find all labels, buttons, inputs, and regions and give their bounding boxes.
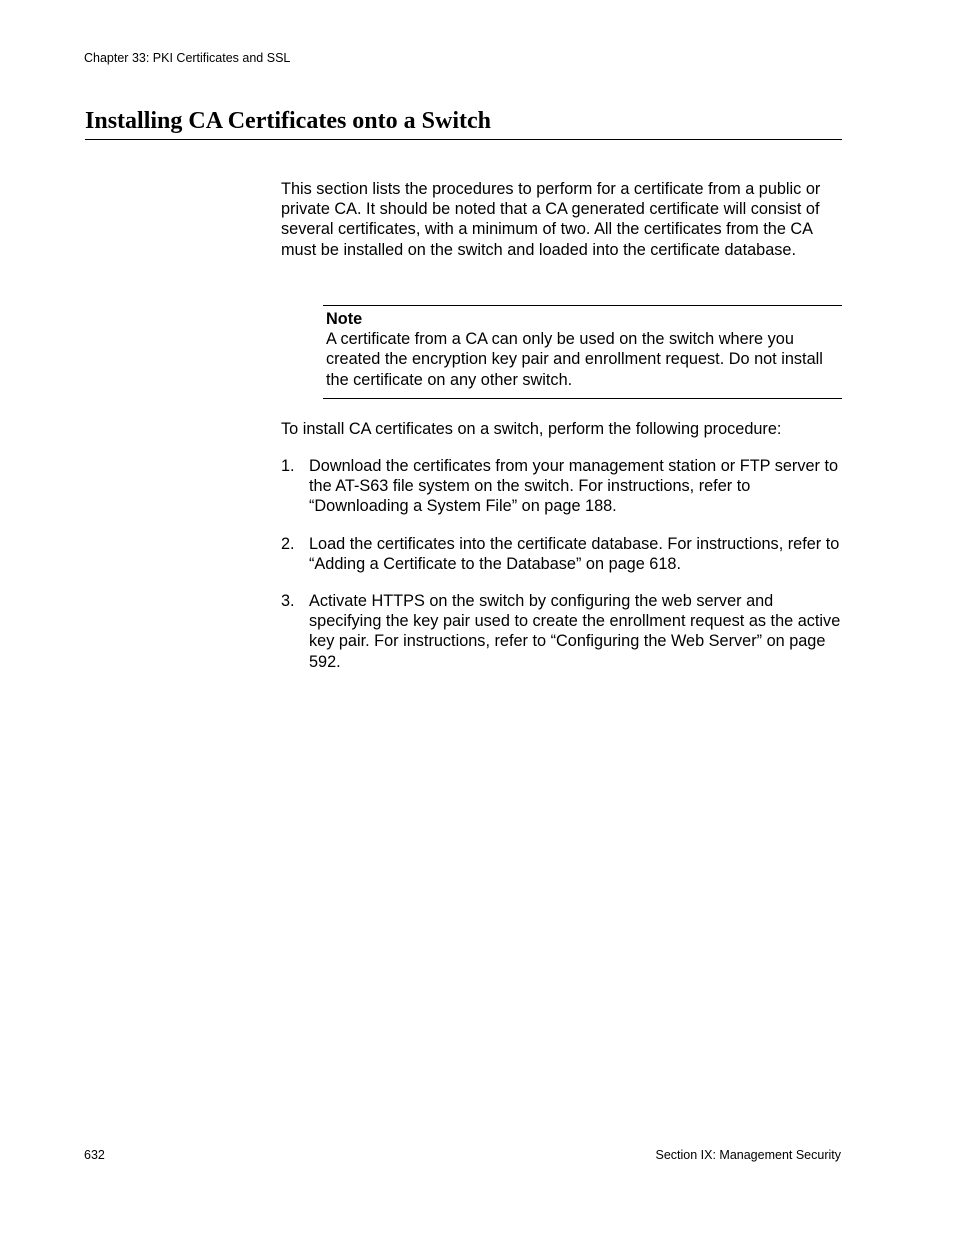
procedure-step — [281, 534, 843, 574]
procedure-step — [281, 456, 843, 517]
step-number: 1. — [281, 457, 295, 475]
intro-paragraph: This section lists the procedures to perform for a certificate from a public or private CA. It should be noted that a CA generated certificate will consist of several certificates, with a minimum of two. All the certificates from the CA must be installed on the switch and loaded into the certificate database. — [281, 180, 821, 259]
step-text: Activate HTTPS on the switch by configuring the web server and specifying the key pair used to create the enrollment request as the active key pair. For instructions, refer to “Configuring the Web Server” on page 592. — [309, 592, 841, 671]
footer-section-label: Section IX: Management Security — [655, 1148, 841, 1162]
step-number: 2. — [281, 534, 295, 553]
step-number: 3. — [281, 592, 295, 611]
page-number: 632 — [84, 1148, 105, 1162]
procedure-lead-paragraph: To install CA certificates on a switch, perform the following procedure: — [281, 420, 782, 438]
note-text: A certificate from a CA can only be used on the switch where you created the encryption key pair and enrollment request. Do not install the certificate on any other switch. — [326, 330, 823, 389]
running-header: Chapter 33: PKI Certificates and SSL — [84, 51, 291, 65]
page-title: Installing CA Certificates onto a Switch — [85, 106, 842, 140]
procedure-steps-list — [281, 456, 843, 689]
step-text: Load the certificates into the certificate database. For instructions, refer to “Adding a Certificate to the Database” on page 618. — [309, 534, 840, 573]
note-heading: Note — [326, 310, 363, 328]
note-box — [323, 305, 842, 399]
procedure-step — [281, 591, 843, 672]
step-text: Download the certificates from your management station or FTP server to the AT-S63 file system on the switch. For instructions, refer to “Downloading a System File” on page 188. — [309, 457, 839, 516]
